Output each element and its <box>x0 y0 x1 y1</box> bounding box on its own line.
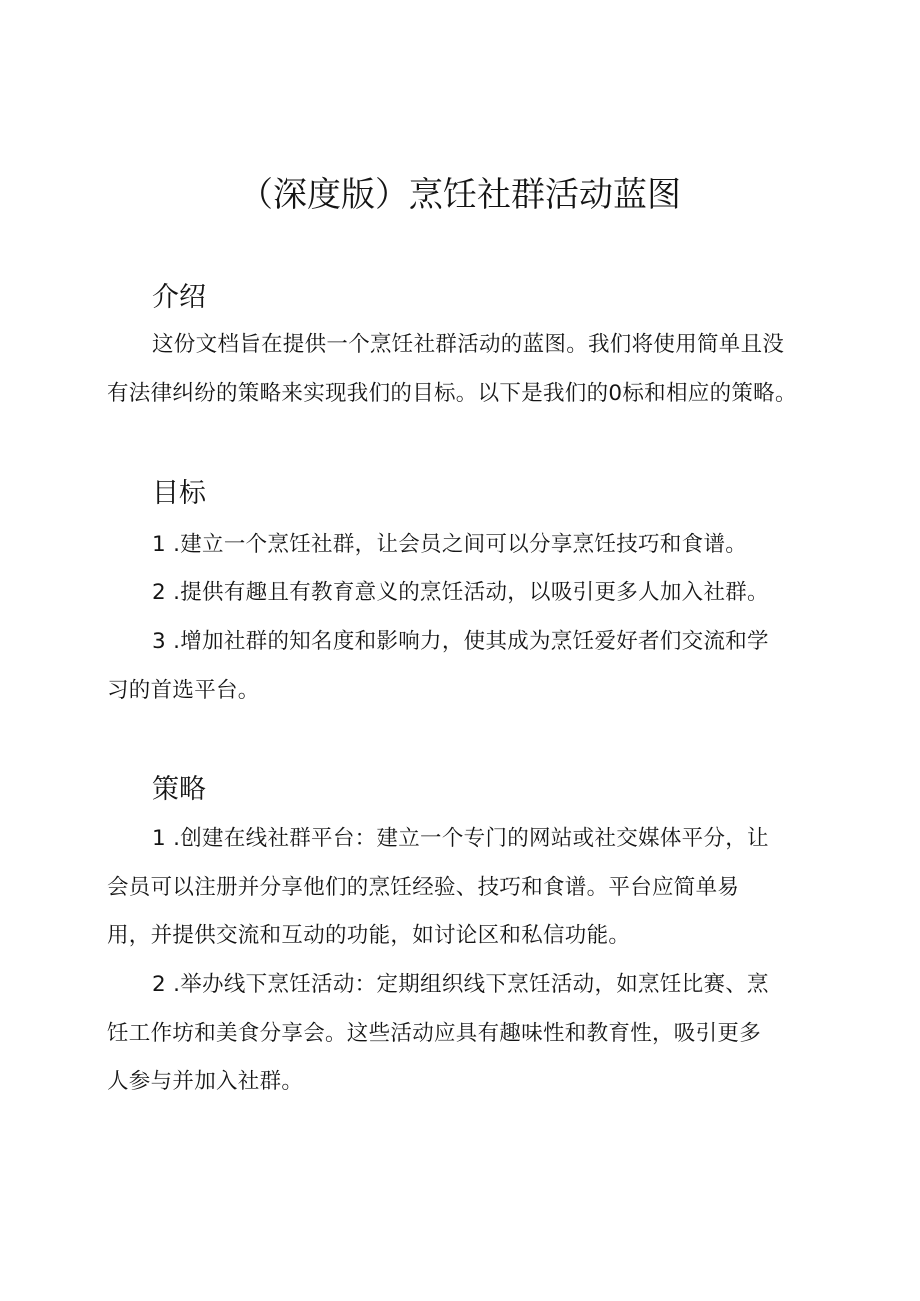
strategy-item-1-continued: 会员可以注册并分享他们的烹饪经验、技巧和食谱。平台应简单易 <box>107 875 740 900</box>
document-title: （深度版）烹饪社群活动蓝图 <box>239 175 681 215</box>
strategy-item-2: 2 .举办线下烹饪活动：定期组织线下烹饪活动，如烹饪比赛、烹 <box>152 972 769 997</box>
goal-item-2: 2 .提供有趣且有教育意义的烹饪活动，以吸引更多人加入社群。 <box>152 580 769 605</box>
strategy-item-1-continued: 用，并提供交流和互动的功能，如讨论区和私信功能。 <box>107 923 631 948</box>
goal-item-1: 1 .建立一个烹饪社群，让会员之间可以分享烹饪技巧和食谱。 <box>152 532 748 557</box>
intro-paragraph-line: 这份文档旨在提供一个烹饪社群活动的蓝图。我们将使用简单且没 <box>152 332 785 357</box>
goals-heading: 目标 <box>152 478 206 509</box>
intro-paragraph-line: 有法律纠纷的策略来实现我们的目标。以下是我们的0标和相应的策略。 <box>107 381 797 406</box>
intro-heading: 介绍 <box>152 282 206 313</box>
goal-item-3-continued: 习的首选平台。 <box>107 678 260 703</box>
strategy-item-1: 1 .创建在线社群平台：建立一个专门的网站或社交媒体平分，让 <box>152 826 769 851</box>
strategy-item-2-continued: 人参与并加入社群。 <box>107 1069 304 1094</box>
strategy-heading: 策略 <box>152 774 206 805</box>
goal-item-3: 3 .增加社群的知名度和影响力，使其成为烹饪爱好者们交流和学 <box>152 629 769 654</box>
strategy-item-2-continued: 饪工作坊和美食分享会。这些活动应具有趣味性和教育性，吸引更多 <box>107 1021 762 1046</box>
